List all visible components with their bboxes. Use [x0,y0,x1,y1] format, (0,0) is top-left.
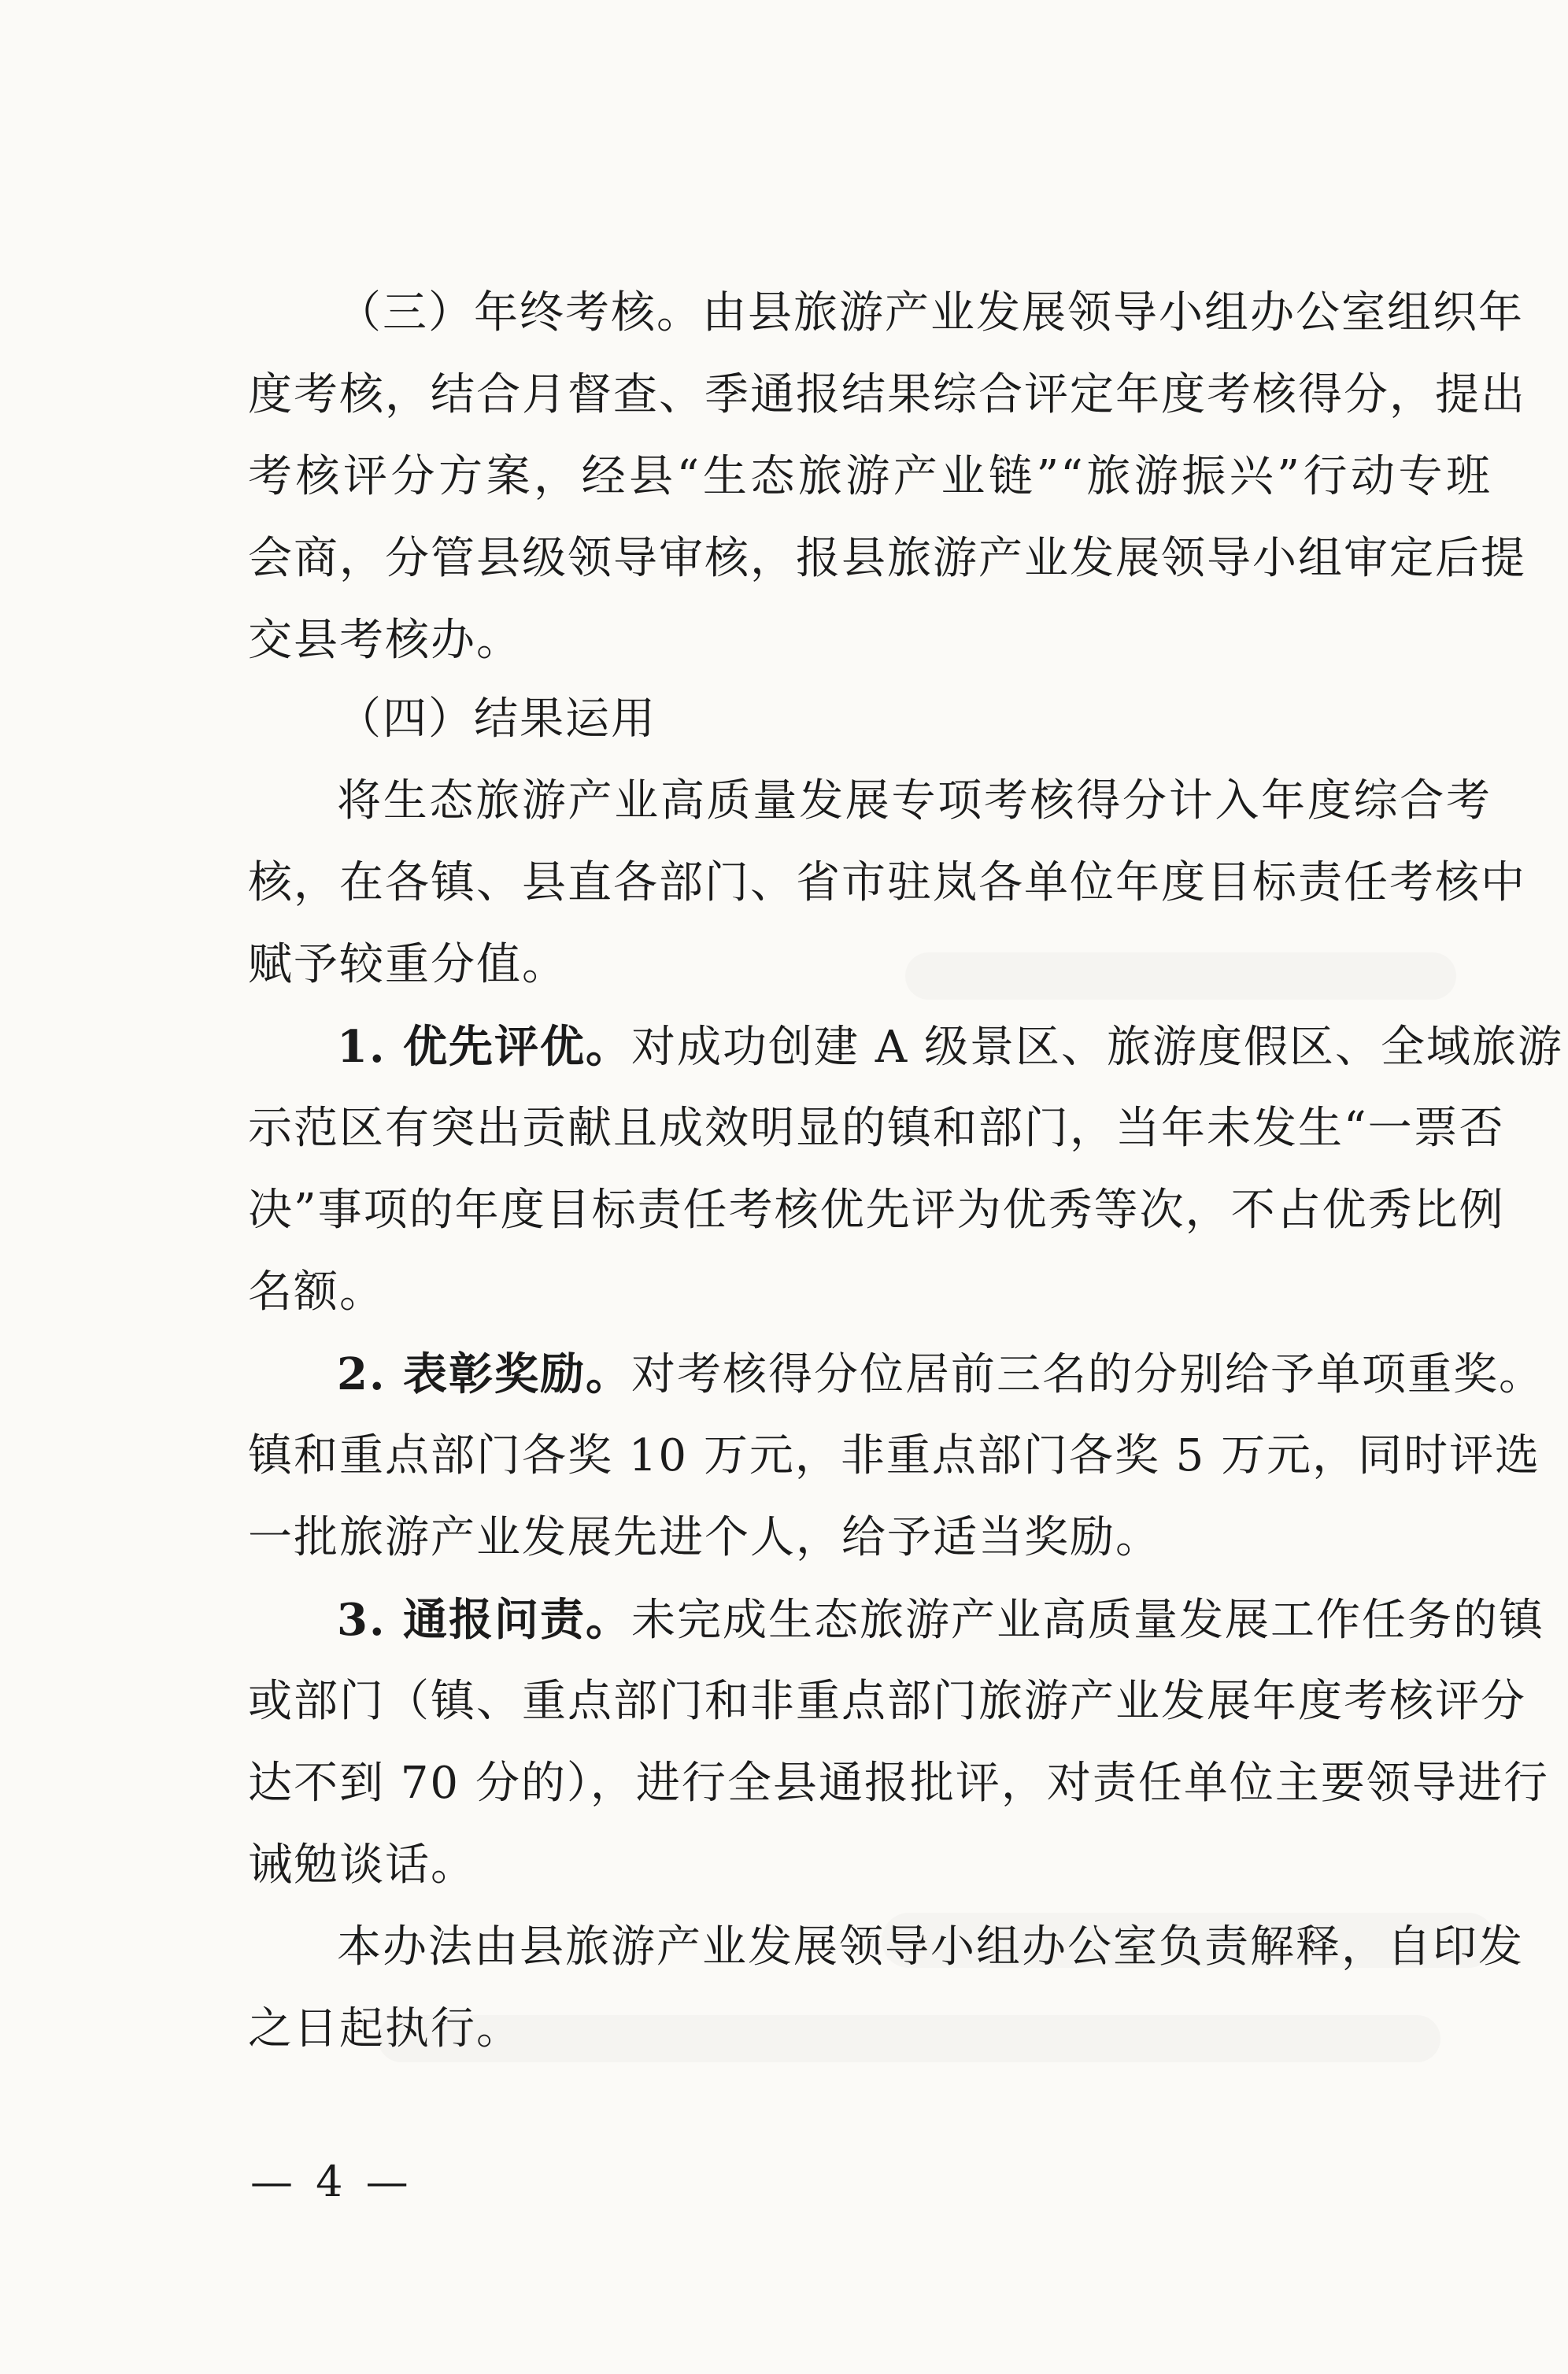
item2-line: 一批旅游产业发展先进个人，给予适当奖励。 [248,1512,1161,1563]
section3-line: 考核评分方案，经县“生态旅游产业链”“旅游振兴”行动专班 [248,451,1492,502]
section3-line: 交县考核办。 [248,615,522,666]
page-number: — 4 — [250,2157,413,2206]
closing-line: 本办法由县旅游产业发展领导小组办公室负责解释，自印发 [337,1921,1524,1973]
section4-intro-line: 将生态旅游产业高质量发展专项考核得分计入年度综合考 [337,775,1492,826]
section3-line: （三）年终考核。由县旅游产业发展领导小组办公室组织年 [337,287,1524,338]
section3-line: 会商，分管县级领导审核，报县旅游产业发展领导小组审定后提 [248,533,1526,584]
item3-first-line [337,1594,1568,1646]
closing-line: 之日起执行。 [248,2003,522,2054]
item1-first-line [337,1021,1568,1073]
item1-title: 1. 优先评优。 [337,1021,631,1073]
item3-text: 未完成生态旅游产业高质量发展工作任务的镇 [631,1595,1544,1646]
section4-intro-line: 赋予较重分值。 [248,939,568,990]
item1-line: 示范区有突出贡献且成效明显的镇和部门，当年未发生“一票否 [248,1103,1505,1154]
item2-line: 镇和重点部门各奖 10 万元，非重点部门各奖 5 万元，同时评选 [248,1430,1541,1481]
item2-first-line [337,1348,1568,1400]
section4-intro-line: 核，在各镇、县直各部门、省市驻岚各单位年度目标责任考核中 [248,857,1526,908]
section3-line: 度考核，结合月督查、季通报结果综合评定年度考核得分，提出 [248,369,1526,420]
item1-text: 对成功创建 A 级景区、旅游度假区、全域旅游 [631,1022,1564,1073]
item2-title: 2. 表彰奖励。 [337,1348,631,1400]
item2-text: 对考核得分位居前三名的分别给予单项重奖。 [631,1349,1544,1400]
item1-line: 决”事项的年度目标责任考核优先评为优秀等次，不占优秀比例 [248,1185,1505,1236]
item1-line: 名额。 [248,1267,385,1318]
item3-line: 或部门（镇、重点部门和非重点部门旅游产业发展年度考核评分 [248,1676,1526,1727]
item3-title: 3. 通报问责。 [337,1594,631,1646]
section4-heading: （四）结果运用 [337,693,656,745]
item3-line: 诫勉谈话。 [248,1840,476,1891]
item3-line: 达不到 70 分的），进行全县通报批评，对责任单位主要领导进行 [248,1758,1549,1809]
